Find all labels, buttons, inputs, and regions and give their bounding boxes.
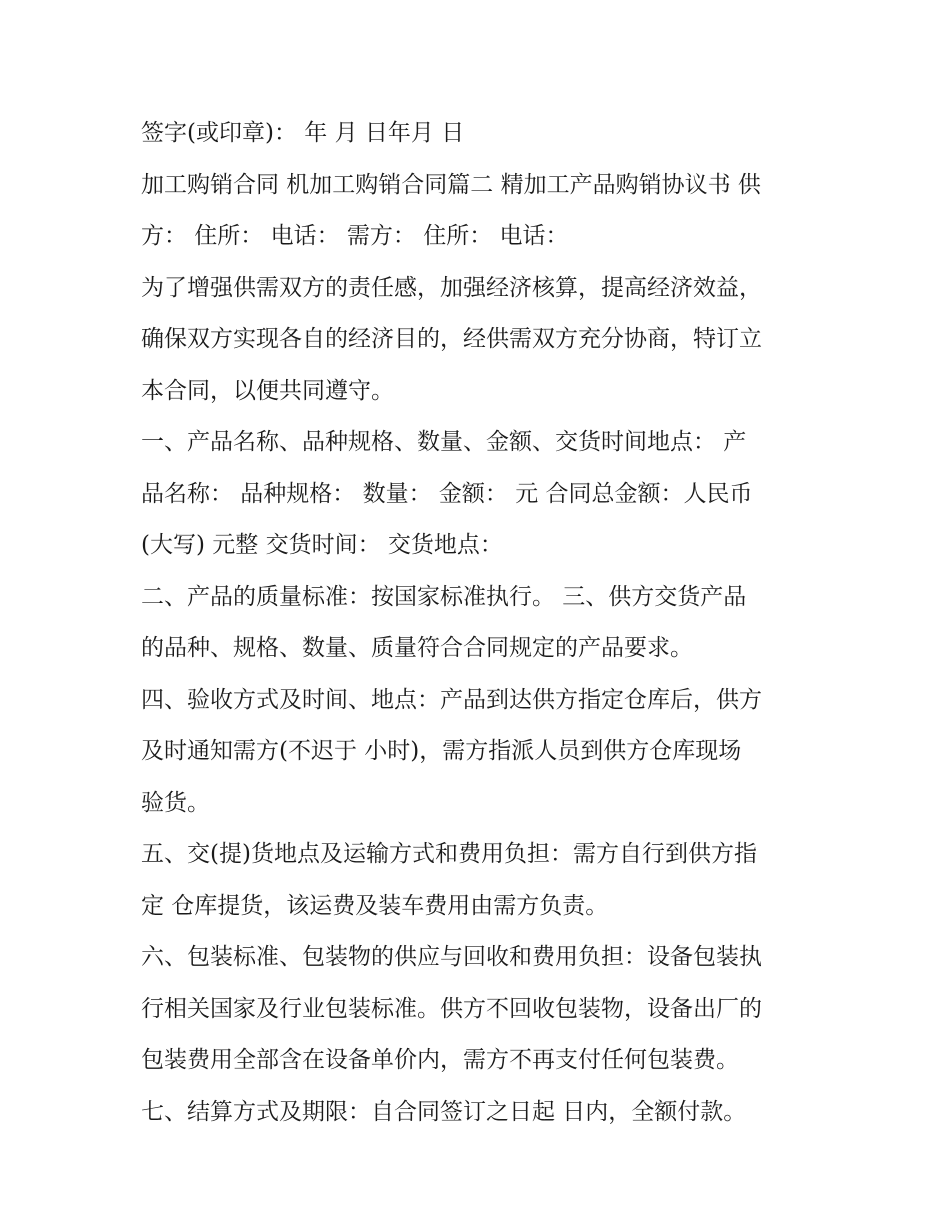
text-line: 方： 住所： 电话： 需方： 住所： 电话： (141, 223, 569, 249)
signature-line (141, 108, 821, 160)
document-body (141, 108, 821, 1138)
text-line: 的品种、规格、数量、质量符合合同规定的产品要求。 (141, 635, 693, 661)
text-line: 确保双方实现各自的经济目的，经供需双方充分协商，特订立 (141, 326, 762, 352)
contract-header-paragraph (141, 160, 821, 263)
clause-7-paragraph (141, 1087, 821, 1139)
text-line: 及时通知需方(不迟于 小时)，需方指派人员到供方仓库现场 (141, 738, 742, 764)
text-line: 验货。 (141, 789, 210, 816)
clause-5-paragraph (141, 829, 821, 932)
text-line: 品名称： 品种规格： 数量： 金额： 元 合同总金额：人民币 (141, 480, 753, 507)
text-line: 二、产品的质量标准：按国家标准执行。 三、供方交货产品 (141, 583, 747, 610)
text-line: 行相关国家及行业包装标准。供方不回收包装物，设备出厂的 (141, 995, 762, 1022)
text-line: 签字(或印章)： 年 月 日年月 日 (141, 120, 465, 146)
clause-1-paragraph (141, 417, 821, 572)
text-line: 本合同，以便共同遵守。 (141, 377, 394, 404)
text-line: 包装费用全部含在设备单价内，需方不再支付任何包装费。 (141, 1047, 739, 1073)
text-line: 七、结算方式及期限：自合同签订之日起 日内，全额付款。 (141, 1098, 747, 1125)
text-line: 加工购销合同 机加工购销合同篇二 精加工产品购销协议书 供 (141, 171, 761, 198)
text-line: 六、包装标准、包装物的供应与回收和费用负担：设备包装执 (141, 944, 762, 970)
text-line: 五、交(提)货地点及运输方式和费用负担：需方自行到供方指 (141, 841, 757, 867)
text-line: 四、验收方式及时间、地点：产品到达供方指定仓库后，供方 (141, 686, 762, 713)
text-line: (大写) 元整 交货时间： 交货地点： (141, 532, 503, 558)
clause-6-paragraph (141, 932, 821, 1087)
clause-2-3-paragraph (141, 572, 821, 675)
preamble-paragraph (141, 263, 821, 418)
clause-4-paragraph (141, 675, 821, 830)
text-line: 一、产品名称、品种规格、数量、金额、交货时间地点： 产 (141, 429, 747, 455)
text-line: 为了增强供需双方的责任感，加强经济核算，提高经济效益， (141, 274, 762, 301)
text-line: 定 仓库提货，该运费及装车费用由需方负责。 (141, 892, 609, 919)
